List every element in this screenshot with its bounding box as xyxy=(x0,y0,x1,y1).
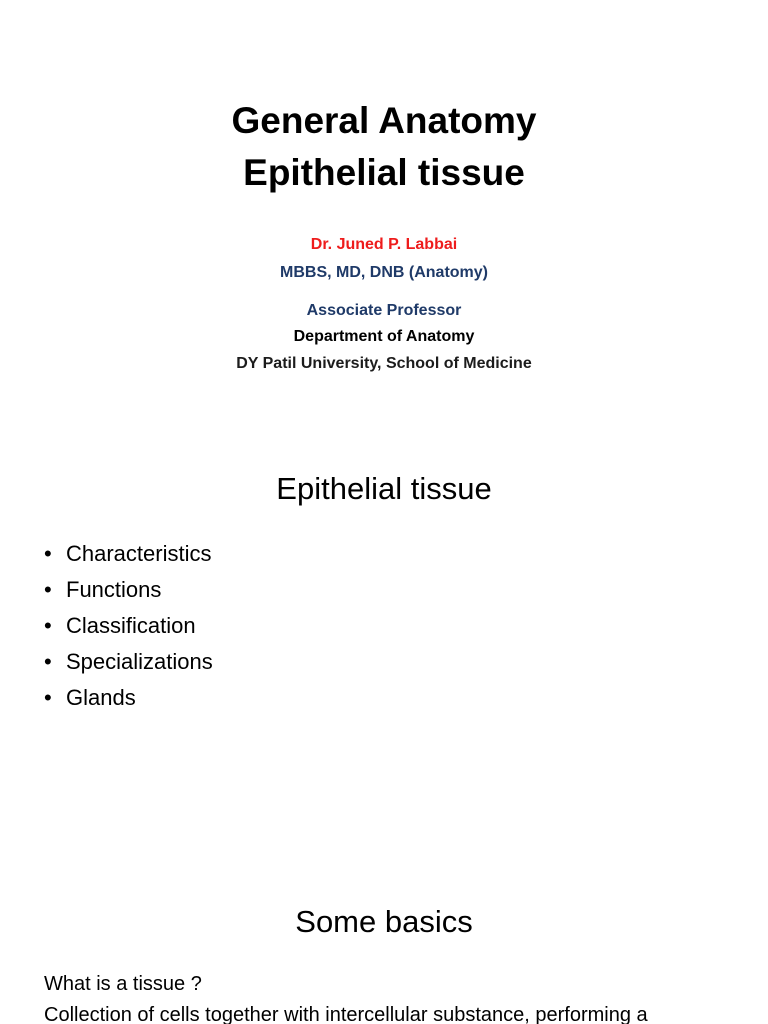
author-department: Department of Anatomy xyxy=(293,328,475,345)
author-name: Dr. Juned P. Labbai xyxy=(310,236,458,253)
list-item xyxy=(44,608,213,644)
title-line-1: General Anatomy xyxy=(231,100,537,141)
bullet-icon: • xyxy=(44,541,52,566)
author-institution: DY Patil University, School of Medicine xyxy=(236,355,532,372)
list-item-label: Characteristics xyxy=(66,541,212,566)
list-item xyxy=(44,644,213,680)
list-item-label: Classification xyxy=(66,613,196,638)
bullet-icon: • xyxy=(44,613,52,638)
list-item xyxy=(44,536,213,572)
list-item-label: Glands xyxy=(66,685,136,710)
list-item-label: Specializations xyxy=(66,649,213,674)
author-degrees: MBBS, MD, DNB (Anatomy) xyxy=(280,264,488,281)
slide2-heading: Epithelial tissue xyxy=(276,471,492,506)
list-item xyxy=(44,680,213,716)
slide3-heading: Some basics xyxy=(295,904,473,939)
bullet-icon: • xyxy=(44,649,52,674)
author-position: Associate Professor xyxy=(306,302,462,319)
list-item-label: Functions xyxy=(66,577,162,602)
list-item xyxy=(44,572,213,608)
title-line-2: Epithelial tissue xyxy=(243,152,525,193)
bullet-icon: • xyxy=(44,577,52,602)
tissue-question: What is a tissue ? xyxy=(44,973,202,995)
topic-list xyxy=(44,536,213,716)
bullet-icon: • xyxy=(44,685,52,710)
tissue-definition: Collection of cells together with intercellular substance, performing a xyxy=(44,1004,648,1024)
